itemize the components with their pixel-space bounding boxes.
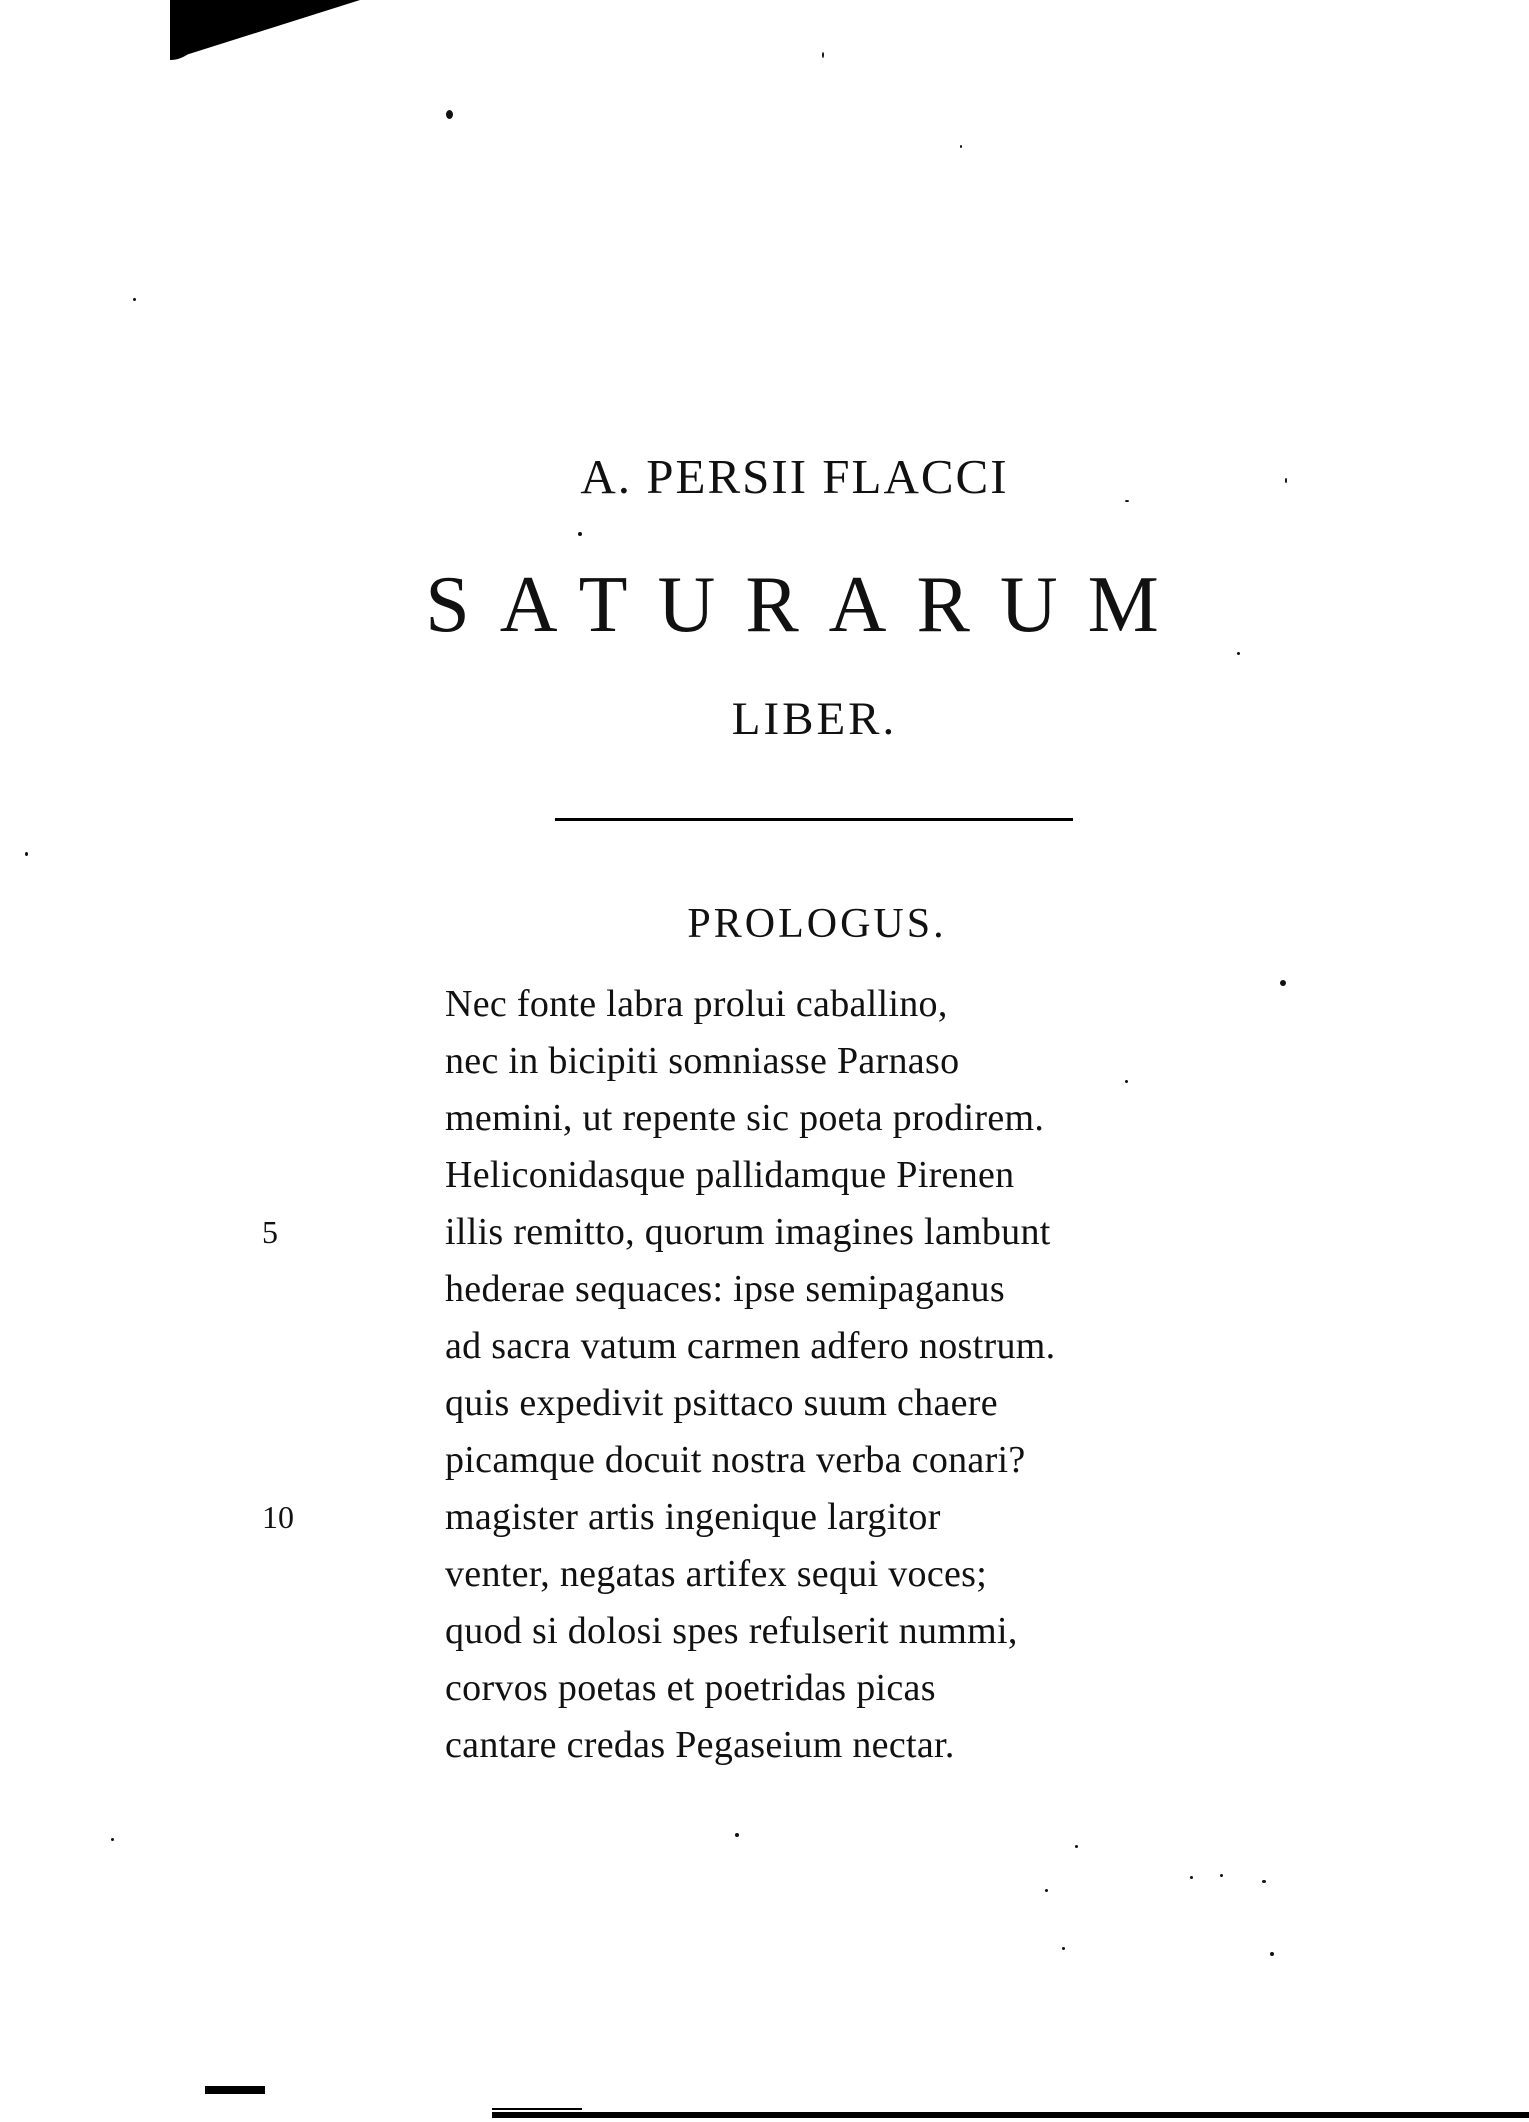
- scan-speck: [1062, 1947, 1065, 1950]
- book-label: LIBER.: [731, 693, 898, 745]
- scan-speck: [133, 298, 136, 301]
- poem-line: venter, negatas artifex sequi voces;: [445, 1553, 988, 1595]
- line-number: 10: [262, 1499, 294, 1535]
- scan-speck: [578, 532, 582, 536]
- scan-speck: [822, 52, 824, 58]
- author-title: A. PERSII FLACCI: [580, 449, 1009, 504]
- poem-line: hederae sequaces: ipse semipaganus: [445, 1268, 1005, 1310]
- scan-speck: [25, 852, 28, 856]
- scan-speck: [1075, 1845, 1078, 1848]
- poem-line: corvos poetas et poetridas picas: [445, 1667, 936, 1709]
- poem-line: nec in bicipiti somniasse Parnaso: [445, 1040, 960, 1082]
- scan-speck: [960, 145, 962, 148]
- poem-line: illis remitto, quorum imagines lambunt: [445, 1211, 1051, 1253]
- poem-line: magister artis ingenique largitor: [445, 1496, 941, 1538]
- scan-speck: [1045, 1889, 1048, 1892]
- poem-line: memini, ut repente sic poeta prodirem.: [445, 1097, 1045, 1139]
- scan-bottom-edge-thin: [492, 2108, 582, 2110]
- poem-line: quis expedivit psittaco suum chaere: [445, 1382, 998, 1424]
- scan-speck: [111, 1838, 114, 1841]
- prologue-poem: [445, 976, 1245, 1774]
- work-title: SATURARUM: [425, 561, 1189, 649]
- scan-speck: [1270, 1952, 1274, 1956]
- poem-line: Heliconidasque pallidamque Pirenen: [445, 1154, 1015, 1196]
- scan-speck: [446, 110, 453, 119]
- line-number: 5: [262, 1214, 278, 1250]
- scan-speck: [1220, 1874, 1223, 1877]
- scan-speck: [1237, 652, 1240, 655]
- scan-speck: [1262, 1880, 1266, 1883]
- scan-speck: [735, 1833, 739, 1837]
- title-divider: [555, 818, 1073, 821]
- poem-line: ad sacra vatum carmen adfero nostrum.: [445, 1325, 1056, 1367]
- scan-bottom-edge: [492, 2112, 1529, 2118]
- poem-line: picamque docuit nostra verba conari?: [445, 1439, 1026, 1481]
- scan-speck: [1190, 1876, 1193, 1879]
- prologue-heading: PROLOGUS.: [687, 901, 947, 947]
- poem-line: cantare credas Pegaseium nectar.: [445, 1724, 955, 1766]
- poem-line: Nec fonte labra prolui caballino,: [445, 983, 948, 1025]
- poem-line: quod si dolosi spes refulserit nummi,: [445, 1610, 1018, 1652]
- scan-speck: [1280, 980, 1286, 986]
- scan-edge-mark: [205, 2086, 265, 2094]
